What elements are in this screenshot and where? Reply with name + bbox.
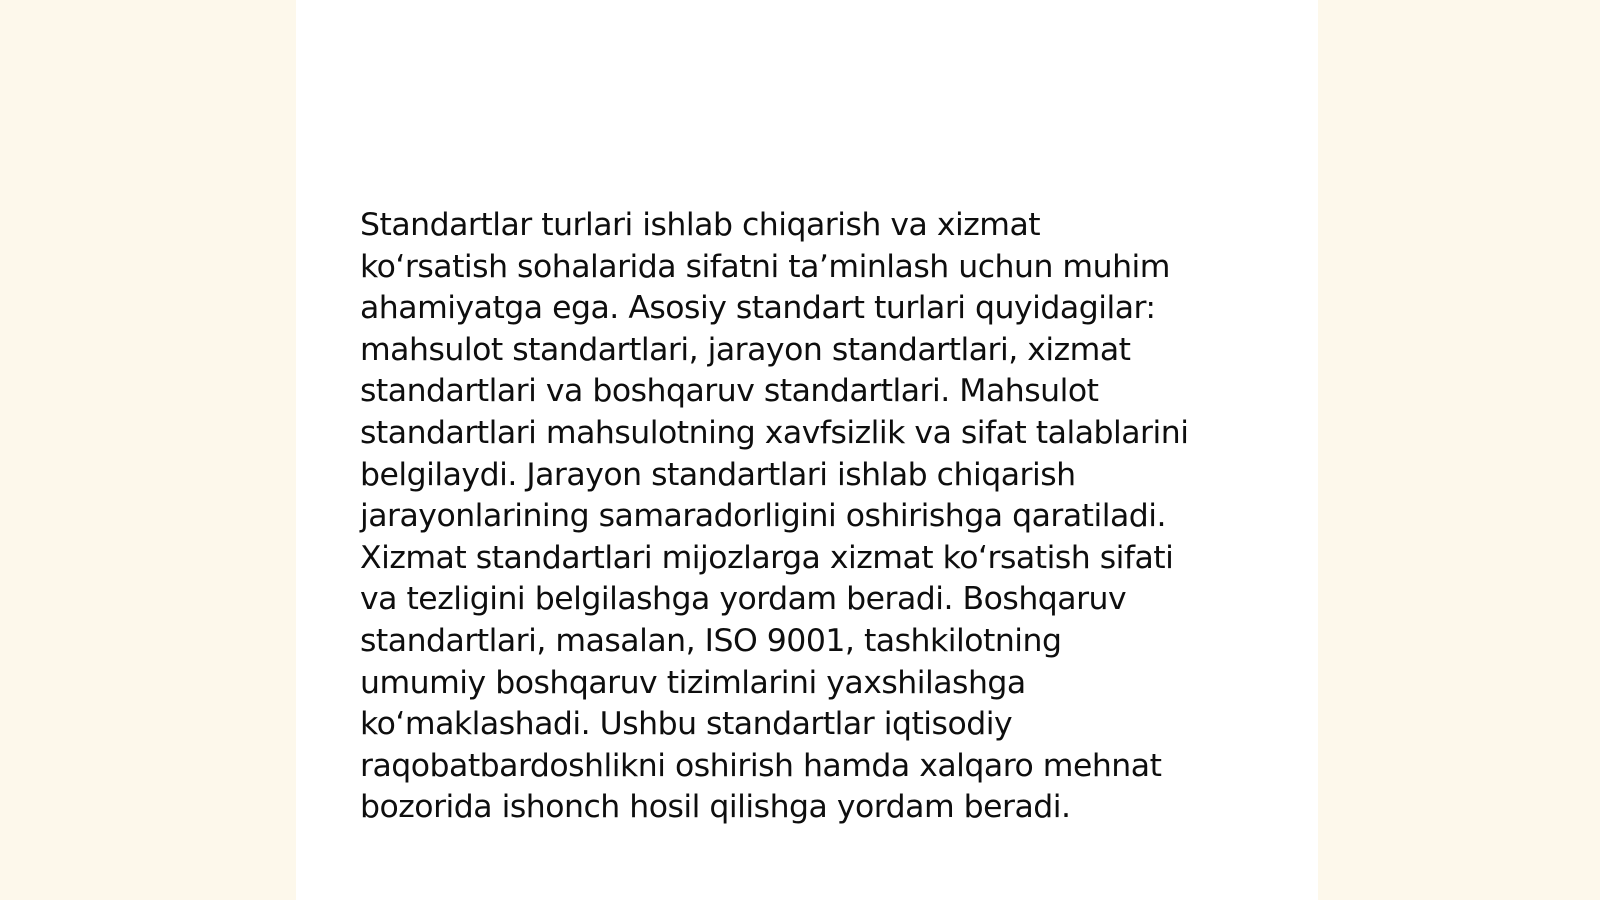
paragraph-line: standartlari va boshqaruv standartlari. Mahsulot — [360, 373, 1099, 410]
paragraph-line: ko‘maklashadi. Ushbu standartlar iqtisodiy — [360, 706, 1013, 743]
paragraph-line: raqobatbardoshlikni oshirish hamda xalqaro mehnat — [360, 747, 1162, 784]
paragraph-line: Standartlar turlari ishlab chiqarish va xizmat — [360, 207, 1041, 243]
paragraph-line: standartlari mahsulotning xavfsizlik va sifat talablarini — [360, 414, 1189, 451]
right-margin-background — [1318, 0, 1600, 900]
paragraph-line: ko‘rsatish sohalarida sifatni ta’minlash uchun muhim — [360, 248, 1170, 285]
left-margin-background — [0, 0, 296, 900]
paragraph-line: Xizmat standartlari mijozlarga xizmat ko‘rsatish sifati — [360, 539, 1174, 576]
paragraph-line: ahamiyatga ega. Asosiy standart turlari quyidagilar: — [360, 290, 1156, 327]
paragraph-line: bozorida ishonch hosil qilishga yordam beradi. — [360, 789, 1071, 826]
paragraph-line: jarayonlarining samaradorligini oshirishga qaratiladi. — [360, 498, 1167, 535]
body-paragraph — [360, 205, 1260, 829]
paragraph-line: belgilaydi. Jarayon standartlari ishlab chiqarish — [360, 456, 1076, 493]
paragraph-line: umumiy boshqaruv tizimlarini yaxshilashga — [360, 664, 1026, 701]
paragraph-line: standartlari, masalan, ISO 9001, tashkilotning — [360, 622, 1062, 659]
paragraph-line: va tezligini belgilashga yordam beradi. Boshqaruv — [360, 581, 1127, 618]
document-page — [296, 0, 1318, 900]
paragraph-line: mahsulot standartlari, jarayon standartlari, xizmat — [360, 331, 1131, 368]
